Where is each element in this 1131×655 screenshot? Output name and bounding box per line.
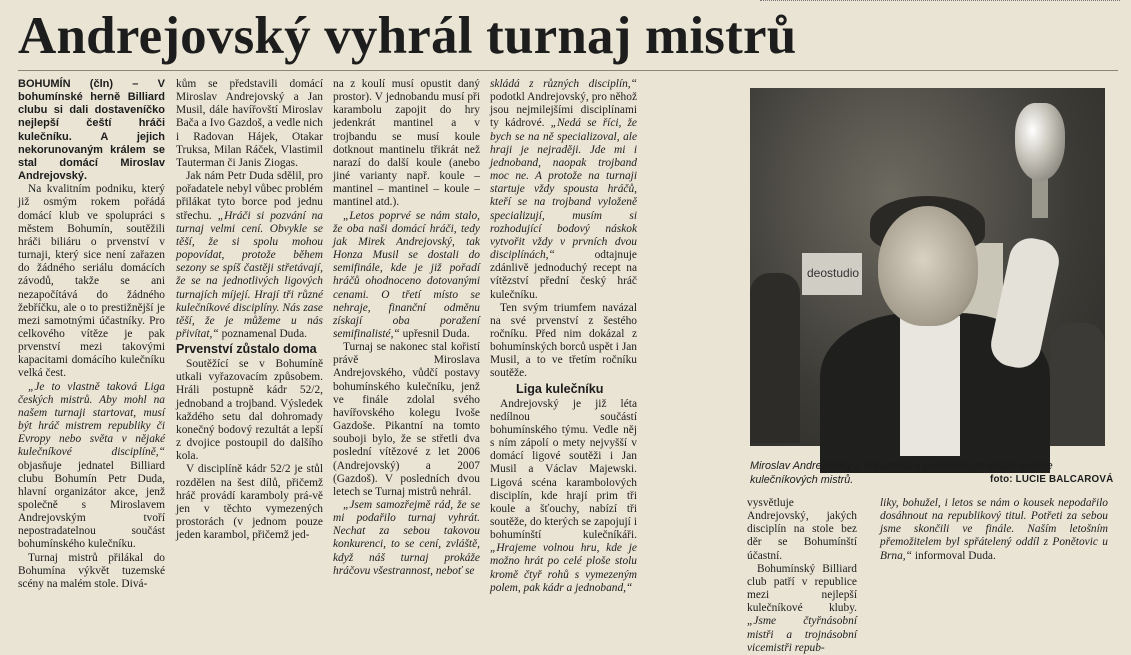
article-column-2 <box>176 78 323 606</box>
photo-bystander-right <box>1050 323 1105 446</box>
quote-text: „Letos poprvé se nám stalo, že oba naši domácí hráči, tedy jak Mirek Andrejovský, tak Honza Musil se dostali do semifinále, kde je již pořadí hráčů ohodnoceno dotovanými cenami. O třetí místo se nehraje, finanční odměnu získají oba poražení semifinalisté,“ <box>333 209 480 340</box>
photo-bystander-left <box>750 273 800 443</box>
quote-text: „Nedá se říci, že bych se na ně specializoval, ale hraji je nejraději. Jde mi i jednoband, naopak trojband moc ne. A protože na turnaji startuje vždy spousta hráčů, kteří se na trojband vyloženě specializují, musím si rozhodující bodový náskok vytvořit vždy v prvních dvou disciplínách,“ <box>490 117 637 262</box>
quote-text: „Jsme čtyřnásobní mistři a trojnásobní vicemistři repub- <box>747 615 857 654</box>
trophy-stem <box>1032 178 1048 218</box>
article-column-4 <box>490 78 637 606</box>
body-paragraph: V disciplíně kádr 52/2 je stůl rozdělen na šest dílů, přičemž hráč provádí karamboly prá-vě jen v těchto vymezených prostorách (v jednom pouze jeden karambol, přičemž jed- <box>176 463 323 542</box>
quote-attribution: informoval Duda. <box>911 549 996 562</box>
body-text: Bohumínský Billiard club patří v republice mezi nejlepší kulečníkové kluby. <box>747 562 857 615</box>
body-text: Andrejovský je již léta nedílnou součástí bohumínského týmu. Vedle něj s ním zápolí o mety nejvyšší v domácí ligové soutěži i Jan Musil a Václav Majewski. Ligová scéna karambolových disciplín, kde hrají prim tři koule a šťouchy, nabízí tři soutěže, do kterých se zapojují i bohumínští kulečníkáři. <box>490 397 637 542</box>
body-text: podotkl Andrejovský, pro něhož jsou nejmilejšími disciplínami ty kádrové. <box>490 91 637 130</box>
article-column-5 <box>747 497 857 654</box>
quote-text: „Hrajeme volnou hru, kde je možno hrát po celé ploše stolu kromě čtyř rohů s vymezeným polem, pak kádr a jednoband,“ <box>490 542 637 594</box>
photo-banner-text: deostudio <box>807 266 860 280</box>
photo-player-shirt <box>900 316 960 456</box>
subheading: Prvenství zůstalo doma <box>176 342 317 357</box>
quote-paragraph <box>880 497 1108 563</box>
article-photo <box>750 88 1105 446</box>
quote-paragraph <box>490 78 637 302</box>
quote-attribution: poznamenal Duda. <box>218 327 307 340</box>
photo-credit: foto: LUCIE BALCAROVÁ <box>990 474 1114 485</box>
quote-paragraph <box>18 381 165 552</box>
body-paragraph: Turnaj mistrů přilákal do Bohumína výkvět tuzemské scény na malém stole. Divá- <box>18 551 165 590</box>
body-paragraph: Ten svým triumfem navázal na své prvenství z šestého ročníku. Před nim dokázal z bohumínských borců uspět i Jan Musil, a to ve třetím ročníku soutěže. <box>490 301 637 380</box>
body-paragraph: na z koulí musí opustit daný prostor). V jednobandu musí při karambolu zapojit do hry jedenkrát mantinel a v trojbandu se musí koule dotknout mantinelu třikrát než narazí do další koule (anebo jiné varianty např. koule – mantinel – mantinel – koule – mantinel atd.). <box>333 78 480 209</box>
body-paragraph: kům se představili domácí Miroslav Andrejovský a Jan Musil, dále havířovští Miroslav Bača a Ivo Gazdoš, a vedle nich i Radovan Hájek, Otakar Truksa, Milan Ráček, Vlastimil Tauterman či Janis Ziogas. <box>176 78 323 169</box>
article-column-3 <box>333 78 480 606</box>
subheading: Liga kulečníku <box>516 381 604 396</box>
quote-paragraph <box>333 210 480 342</box>
quote-paragraph: „Jsem samozřejmě rád, že se mi podařilo turnaj vyhrát. Nechat za sebou takovou konkurenci, to se cení, zvláště, když náš turnaj prokáže hráčovu všestrannost, neboť se <box>333 499 480 577</box>
quote-attribution: upřesnil Duda. <box>399 327 470 340</box>
trophy-icon <box>1015 103 1065 181</box>
body-text: Jak nám Petr Duda sdělil, pro pořadatele nebyl vůbec problém přilákat tyto borce pod jednu střechu. <box>176 170 323 222</box>
photo-caption: Miroslav Andrejovský z Bohumína s pohárem pro vítěze turnaje kulečníkových mistrů. <box>750 460 1053 486</box>
quote-paragraph <box>176 170 323 341</box>
article-column-1 <box>18 78 165 606</box>
body-paragraph <box>490 398 637 595</box>
body-paragraph: Na kvalitním podniku, který již osmým rokem pořádá domácí klub ve spolupráci s městem Bohumín, soutěžili hráči biliáru o prvenství v turnaji, který sice není zařazen do žádného seriálu domácích závodů, takže se ani nezapočítává do žádného žebříčku, ale o to prestižnější je mezi samotnými účastníky. Pro celkového vítěze je pak prvenství mezi takovými kapacitami domácího kulečníku velká čest. <box>18 183 165 380</box>
clipping-edge <box>760 0 1120 5</box>
body-paragraph: Turnaj se nakonec stal kořistí právě Miroslava Andrejovského, vůdčí postavy bohumínského kulečníku, jenž ve finále zdolal svého havířovského kolegu Ivoše Gazdoše. Pikantní na tomto souboji bylo, že se střetli dva poslední vítězové z let 2006 (Andrejovský) a 2007 (Gazdoš). V posledních dvou letech se Turnaj mistrů nehrál. <box>333 341 480 498</box>
quote-text: „Hráči si pozvání na turnaj velmi cení. Obvykle se těší, že si spolu mohou popovídat, protože během sezony se spíš častěji střetávají, že se na jednotlivých ligových turnajích míjejí. Hrají tři různé kulečníkové disciplíny. Nás zase těší, že je můžeme u nás přivítat,“ <box>176 209 324 340</box>
body-paragraph: Soutěžící se v Bohumíně utkali vyřazovacím způsobem. Hráli postupně kádr 52/2, jednoband a trojband. Výsledek každého setu dal dohromady konečný bodový rezultát a lepší z dvojice postoupil do dalšího kola. <box>176 358 323 463</box>
quote-text: skládá z různých disciplín,“ <box>490 78 637 90</box>
body-text: odtajnuje zdánlivě jednoduchý recept na vítězství přední český hráč kulečníku. <box>490 249 637 301</box>
body-paragraph: vysvětluje Andrejovský, jakých disciplín na stole bez děr se Bohumínští účastní. <box>747 497 857 562</box>
quote-attribution: objasňuje jednatel Billiard clubu Bohumín Petr Duda, hlavní organizátor akce, jenž společně s Miroslavem Andrejovským tvoří nepostradatelnou součást bohumínského kulečníku. <box>18 459 165 551</box>
quote-paragraph <box>747 563 857 655</box>
headline: Andrejovský vyhrál turnaj mistrů <box>18 7 797 65</box>
lead-paragraph: BOHUMÍN (čln) – V bohumínské herně Billiard clubu si dali dostaveníčko nejlepší čeští hráči kulečníku. A jejich nekorunovaným králem se stal domácí Miroslav Andrejovský. <box>18 78 165 183</box>
quote-text: liky, bohužel, i letos se nám o kousek nepodařilo dosáhnout na republikový titul. Potřeti za sebou jsme skončili ve finále. Naším letošním přemožitelem byl spřátelený oddíl z Ponětovic u Brna,“ <box>880 497 1108 562</box>
headline-rule <box>18 70 1118 71</box>
article-column-6 <box>880 497 1108 607</box>
photo-player-head <box>878 206 978 326</box>
quote-text: „Je to vlastně taková Liga českých mistrů. Aby mohl na našem turnaji startovat, musí být hráč mistrem republiky či Evropy nebo světa v nějaké kulečníkové disciplíně,“ <box>18 380 165 459</box>
